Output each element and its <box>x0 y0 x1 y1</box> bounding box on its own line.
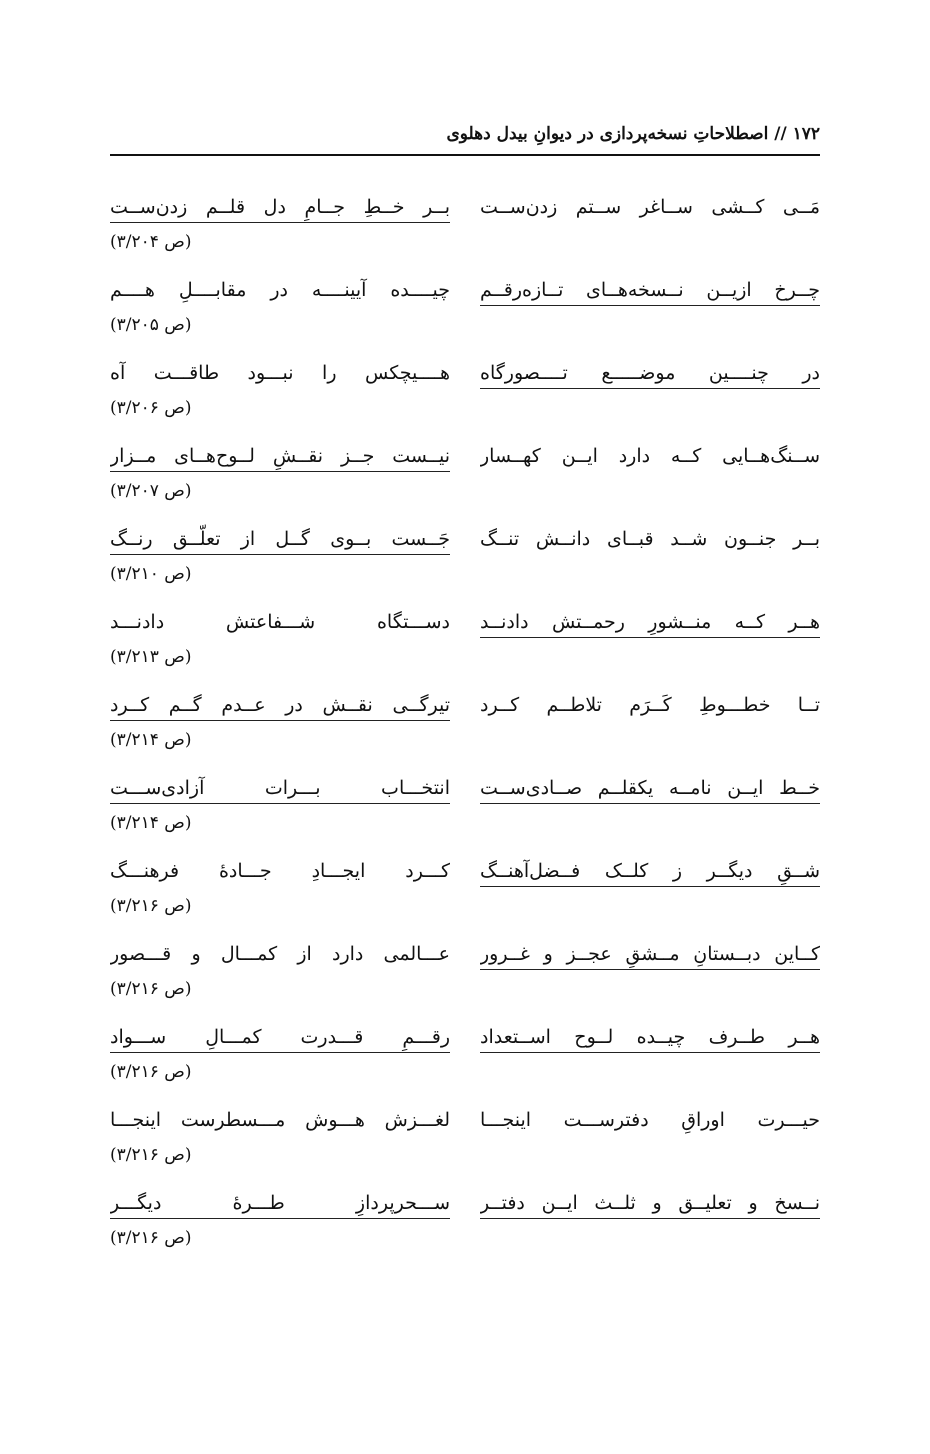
second-hemistich: انتخـــاب بـــرات آزادی‌ســـت <box>110 773 450 804</box>
page-reference: (ص ۳/۲۰۴) <box>110 232 192 252</box>
page-reference: (ص ۳/۲۱۶) <box>110 979 192 999</box>
second-hemistich: ســـحرپردازِ طـــرهٔ دیگـــر <box>110 1188 450 1219</box>
couplet <box>110 933 820 1016</box>
second-hemistich: رقـــمِ قـــدرت کمـــالِ ســـواد <box>110 1022 450 1053</box>
second-hemistich: بــر خــطِ جــامِ دل قلــم زدن‌ســت <box>110 192 450 223</box>
page-reference: (ص ۳/۲۰۷) <box>110 481 192 501</box>
couplet <box>110 186 820 269</box>
couplet <box>110 269 820 352</box>
page-reference: (ص ۳/۲۱۴) <box>110 813 192 833</box>
first-hemistich: تــا خطـــوطِ کَــرَم تلاطــم کــرد <box>480 694 820 716</box>
second-hemistich: جَــست بــوی گــل از تعلّــق رنــگ <box>110 524 450 555</box>
first-hemistich: بــر جنــون شــد قبــای دانــش تنــگ <box>480 528 820 550</box>
page-reference: (ص ۳/۲۱۶) <box>110 1228 192 1248</box>
page-reference: (ص ۳/۲۱۴) <box>110 730 192 750</box>
page-reference: (ص ۳/۲۱۶) <box>110 1145 192 1165</box>
couplet <box>110 684 820 767</box>
couplet <box>110 1099 820 1182</box>
page-reference: (ص ۳/۲۱۶) <box>110 896 192 916</box>
page-reference: (ص ۳/۲۱۰) <box>110 564 192 584</box>
running-header-title: ۱۷۲ // اصطلاحاتِ نسخه‌پردازی در دیوانِ بیدل دهلوی <box>446 124 820 144</box>
first-hemistich: هــر کــه منــشورِ رحمــتش دادنــد <box>480 607 820 638</box>
first-hemistich: مَــی کــشی ســاغر ســتم زدن‌ســت <box>480 196 820 218</box>
second-hemistich: لغـــزش هـــوش مـــسطرست اینجـــا <box>110 1109 450 1131</box>
couplet <box>110 767 820 850</box>
couplet <box>110 1182 820 1265</box>
couplet <box>110 352 820 435</box>
first-hemistich: نــسخ و تعلیــق و ثلــث ایــن دفتــر <box>480 1188 820 1219</box>
first-hemistich: چــرخ ازیــن نــسخه‌هــای تــازه‌رقــم <box>480 275 820 306</box>
page-reference: (ص ۳/۲۱۶) <box>110 1062 192 1082</box>
first-hemistich: در چنــــین موضـــــع تــــصورگاه <box>480 358 820 389</box>
second-hemistich: نیــست جــز نقــشِ لــوح‌هــای مــزار <box>110 441 450 472</box>
second-hemistich: کـــرد ایجـــادِ جـــادهٔ فرهنـــگ <box>110 860 450 882</box>
page-reference: (ص ۳/۲۰۵) <box>110 315 192 335</box>
second-hemistich: عـــالمی دارد از کمـــال و قـــصور <box>110 943 450 965</box>
first-hemistich: کــاین دبــستانِ مــشقِ عجــز و غــرور <box>480 939 820 970</box>
first-hemistich: شــقِ دیگــر ز کلــک فــضل‌آهنــگ <box>480 856 820 887</box>
first-hemistich: ســنگ‌هــایی کــه دارد ایــن کهــسار <box>480 445 820 467</box>
second-hemistich: چیــــده آیینــــه در مقابــــلِ هــــم <box>110 279 450 301</box>
first-hemistich: حیـــرت اوراقِ دفترســـت اینجـــا <box>480 1109 820 1131</box>
poem-body <box>110 186 820 1265</box>
couplet <box>110 601 820 684</box>
couplet <box>110 518 820 601</box>
first-hemistich: هــر طــرف چیــده لــوح اســتعداد <box>480 1022 820 1053</box>
second-hemistich: هــــیچکس را نبـــود طاقـــت آه <box>110 362 450 384</box>
couplet <box>110 850 820 933</box>
second-hemistich: تیرگــی نقــش در عــدم گــم کــرد <box>110 690 450 721</box>
page-reference: (ص ۳/۲۰۶) <box>110 398 192 418</box>
couplet <box>110 435 820 518</box>
second-hemistich: دســـتگاه شـــفاعتش دادنـــد <box>110 611 450 633</box>
couplet <box>110 1016 820 1099</box>
page-header <box>110 120 820 156</box>
first-hemistich: خــط ایــن نامــه یکقلــم صــادی‌ســت <box>480 773 820 804</box>
page-reference: (ص ۳/۲۱۳) <box>110 647 192 667</box>
